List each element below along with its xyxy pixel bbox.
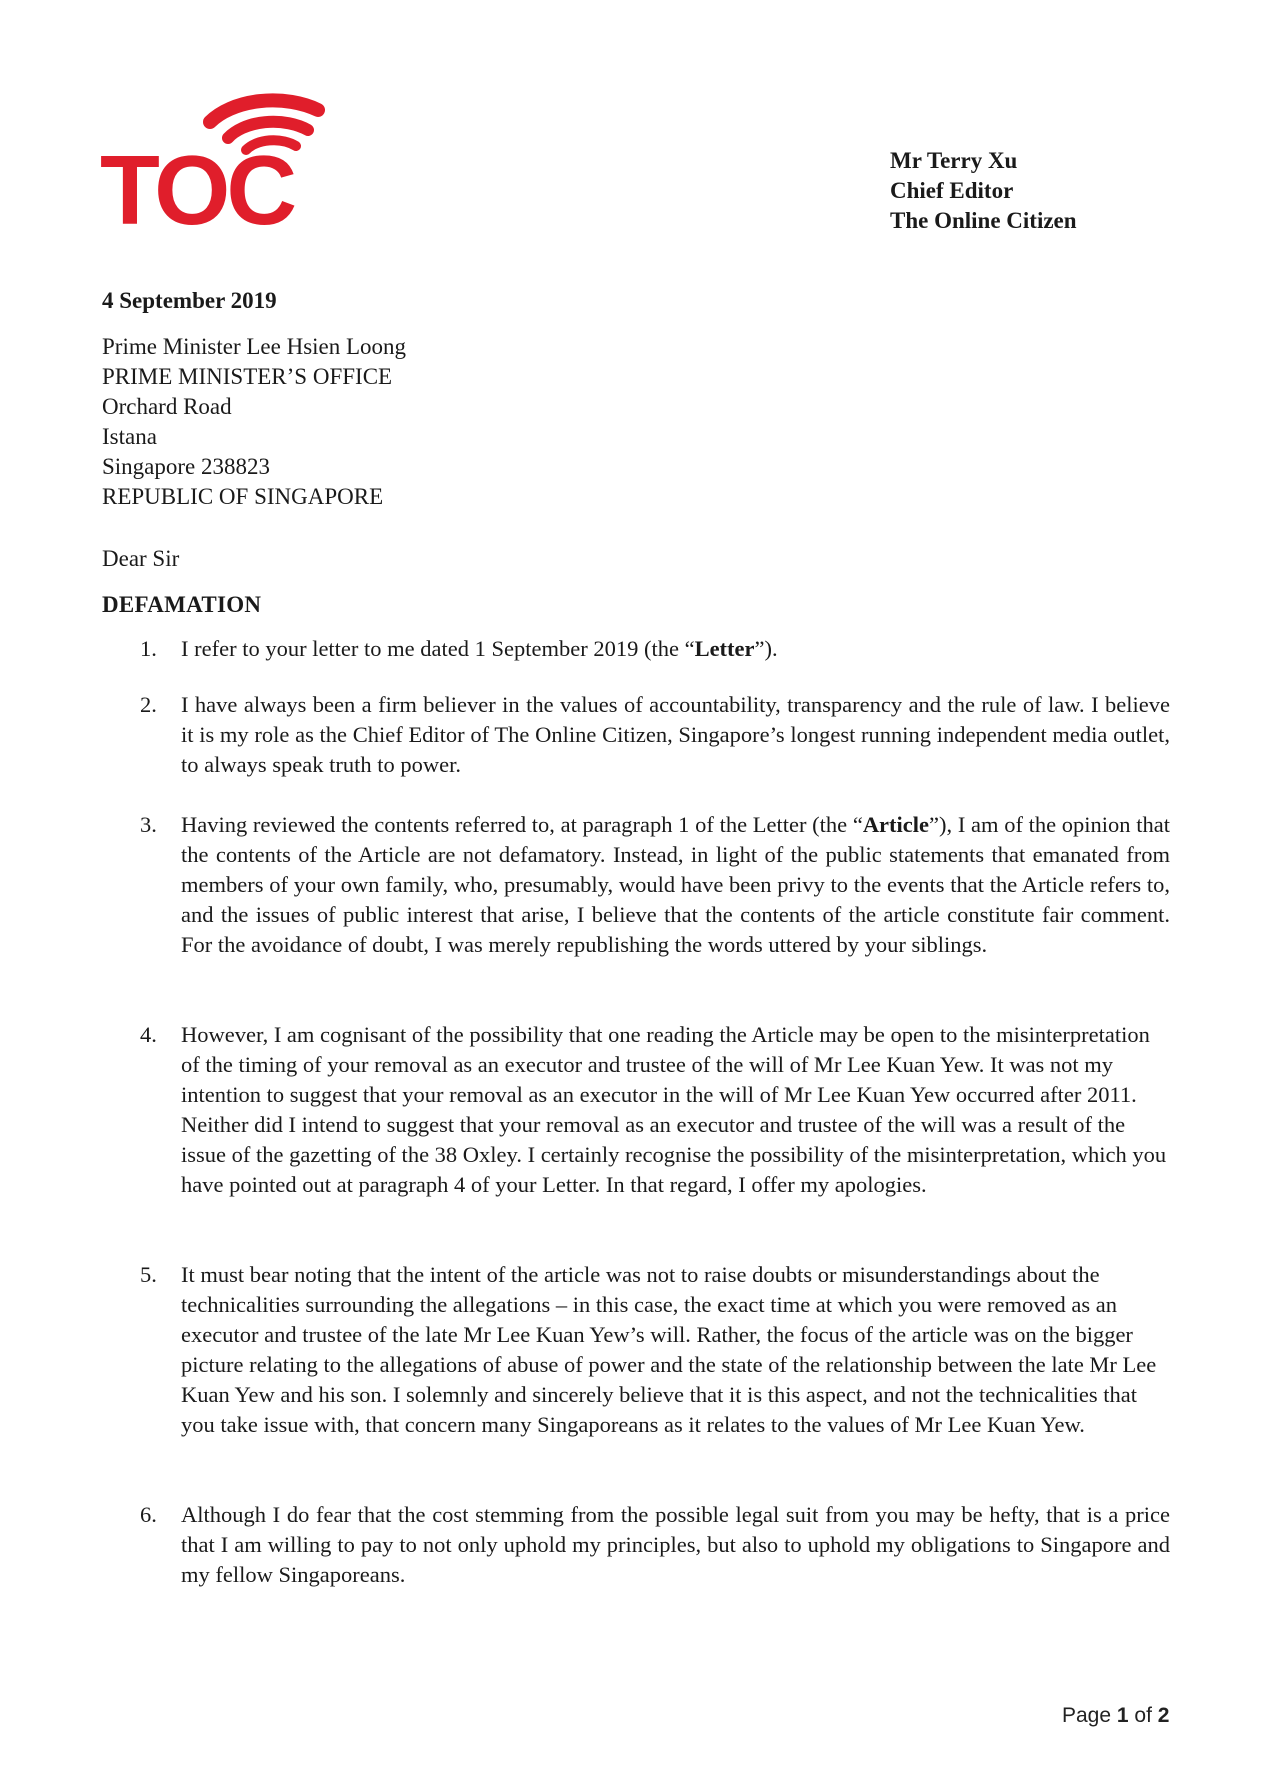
- subject-heading: DEFAMATION: [102, 592, 262, 617]
- paragraph-number: 6.: [140, 1502, 157, 1527]
- paragraph-number: 1.: [140, 636, 157, 661]
- paragraph-number: 5.: [140, 1262, 157, 1287]
- paragraph-text: It must bear noting that the intent of the article was not to raise doubts or misunderstandings about the technicalities surrounding the allegations – in this case, the exact time at which you were removed as an executor and trustee of the late Mr Lee Kuan Yew’s will. Rather, the focus of the article was on the bigger picture relating to the allegations of abuse of power and the state of the relationship between the late Mr Lee Kuan Yew and his son. I solemnly and sincerely believe that it is this aspect, and not the technicalities that you take issue with, that concern many Singaporeans as it relates to the values of Mr Lee Kuan Yew.: [181, 1262, 1157, 1437]
- toc-logo: [100, 92, 330, 232]
- paragraph-number: 4.: [140, 1022, 157, 1047]
- letter-date: 4 September 2019: [102, 288, 277, 313]
- paragraph-6: [140, 1500, 1170, 1590]
- wifi-signal-icon: [100, 92, 330, 232]
- sender-organization: The Online Citizen: [890, 208, 1077, 233]
- address-line: Orchard Road: [102, 394, 232, 419]
- paragraph-5: [140, 1260, 1170, 1440]
- paragraph-text: I refer to your letter to me dated 1 September 2019 (the “Letter”).: [181, 636, 778, 661]
- salutation: Dear Sir: [102, 546, 180, 571]
- paragraph-3: [140, 810, 1170, 960]
- address-line: Singapore 238823: [102, 454, 271, 479]
- sender-block: [890, 146, 1077, 236]
- sender-title: Chief Editor: [890, 178, 1014, 203]
- address-line: Istana: [102, 424, 157, 449]
- paragraph-text: Although I do fear that the cost stemming from the possible legal suit from you may be hefty, that is a price that I am willing to pay to not only uphold my principles, but also to uphold my obligations to Singapore and my fellow Singaporeans.: [181, 1502, 1170, 1587]
- paragraph-1: [140, 634, 1170, 664]
- paragraph-number: 3.: [140, 812, 157, 837]
- paragraph-text: Having reviewed the contents referred to, at paragraph 1 of the Letter (the “Article”), I am of the opinion that the contents of the Article are not defamatory. Instead, in light of the public statements that emanated from members of your own family, who, presumably, would have been privy to the events that the Article refers to, and the issues of public interest that arise, I believe that the contents of the article constitute fair comment. For the avoidance of doubt, I was merely republishing the words uttered by your siblings.: [181, 812, 1170, 957]
- paragraph-text: I have always been a firm believer in the values of accountability, transparency and the rule of law. I believe it is my role as the Chief Editor of The Online Citizen, Singapore’s longest running independent media outlet, to always speak truth to power.: [181, 692, 1170, 777]
- address-line: PRIME MINISTER’S OFFICE: [102, 364, 393, 389]
- sender-name: Mr Terry Xu: [890, 148, 1018, 173]
- logo-text: TOC: [100, 135, 294, 232]
- page-number: Page 1 of 2: [1062, 1704, 1170, 1727]
- address-line: REPUBLIC OF SINGAPORE: [102, 484, 384, 509]
- paragraph-text: However, I am cognisant of the possibility that one reading the Article may be open to the misinterpretation of the timing of your removal as an executor and trustee of the will of Mr Lee Kuan Yew. It was not my intention to suggest that your removal as an executor in the will of Mr Lee Kuan Yew occurred after 2011. Neither did I intend to suggest that your removal as an executor and trustee of the will was a result of the issue of the gazetting of the 38 Oxley. I certainly recognise the possibility of the misinterpretation, which you have pointed out at paragraph 4 of your Letter. In that regard, I offer my apologies.: [181, 1022, 1167, 1197]
- address-line: Prime Minister Lee Hsien Loong: [102, 334, 407, 359]
- paragraph-2: [140, 690, 1170, 780]
- paragraph-4: [140, 1020, 1170, 1200]
- paragraph-number: 2.: [140, 692, 157, 717]
- recipient-address: [102, 332, 406, 512]
